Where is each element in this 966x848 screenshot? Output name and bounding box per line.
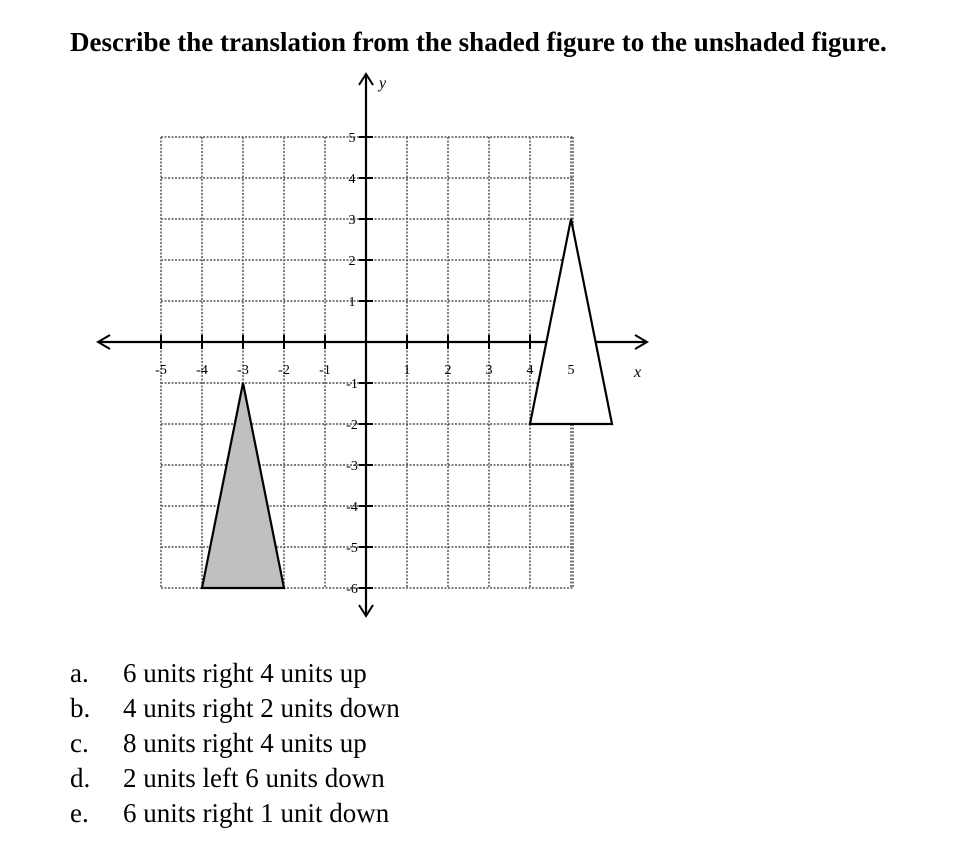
choice-d[interactable] xyxy=(70,761,400,796)
y-axis-label: y xyxy=(379,75,387,92)
y-tick-label: -4 xyxy=(346,500,358,515)
unshaded-triangle xyxy=(530,219,612,424)
y-tick-label: 1 xyxy=(348,295,356,310)
choice-c[interactable] xyxy=(70,726,400,761)
x-tick-label: 4 xyxy=(526,363,534,378)
choice-text: 2 units left 6 units down xyxy=(123,763,385,793)
choice-text: 4 units right 2 units down xyxy=(123,693,400,723)
shaded-triangle xyxy=(202,383,284,588)
choice-letter: e. xyxy=(70,798,89,828)
choice-letter: d. xyxy=(70,763,91,793)
x-axis-label: x xyxy=(634,364,642,381)
y-tick-label: -2 xyxy=(346,418,358,433)
x-tick-label: -5 xyxy=(155,363,167,378)
y-tick-label: 4 xyxy=(348,172,356,187)
x-tick-label: 1 xyxy=(403,363,411,378)
choice-e[interactable] xyxy=(70,796,400,831)
x-tick-label: -3 xyxy=(237,363,249,378)
y-tick-label: 2 xyxy=(348,254,356,269)
answer-choices xyxy=(70,656,400,831)
x-tick-label: 5 xyxy=(567,363,575,378)
y-tick-label: -1 xyxy=(346,377,358,392)
y-tick-label: -6 xyxy=(346,582,358,597)
choice-text: 8 units right 4 units up xyxy=(123,728,367,758)
choice-letter: b. xyxy=(70,693,91,723)
x-tick-label: -1 xyxy=(319,363,331,378)
choice-text: 6 units right 4 units up xyxy=(123,658,367,688)
choice-a[interactable] xyxy=(70,656,400,691)
choice-b[interactable] xyxy=(70,691,400,726)
x-tick-label: 3 xyxy=(485,363,493,378)
y-tick-label: 5 xyxy=(348,131,356,146)
x-tick-label: -2 xyxy=(278,363,290,378)
question-text: Describe the translation from the shaded figure to the unshaded figure. xyxy=(70,27,887,57)
x-tick-label: -4 xyxy=(196,363,208,378)
y-tick-label: -5 xyxy=(346,541,358,556)
choice-letter: a. xyxy=(70,658,89,688)
choice-letter: c. xyxy=(70,728,89,758)
y-tick-label: -3 xyxy=(346,459,358,474)
x-tick-label: 2 xyxy=(444,363,452,378)
choice-text: 6 units right 1 unit down xyxy=(123,798,390,828)
y-tick-label: 3 xyxy=(348,213,356,228)
